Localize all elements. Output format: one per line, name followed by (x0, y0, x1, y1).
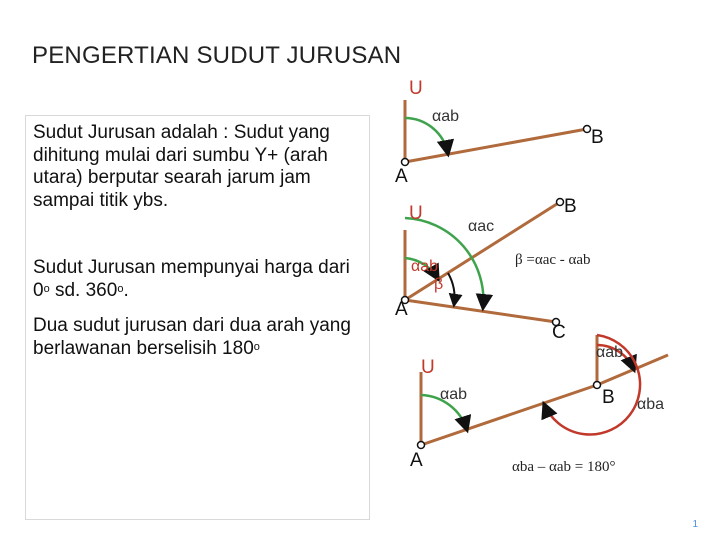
degree-superscript: o (253, 340, 260, 353)
point-b-2 (557, 199, 564, 206)
page-number: 1 (692, 519, 698, 530)
diagram-1 (402, 100, 591, 166)
beta-arc-2 (448, 273, 455, 305)
beta-label-2: β (434, 276, 444, 293)
point-b-3 (594, 382, 601, 389)
opposite-text: Dua sudut jurusan dari dua arah yang berlawanan berselisih 180 (33, 315, 351, 359)
azimuth-arc-ba-3 (544, 335, 640, 435)
angle-label-ac-2: αac (468, 218, 495, 235)
point-a-3 (418, 442, 425, 449)
range-text-start: Sudut Jurusan mempunyai harga dari 0 (33, 257, 350, 301)
slide-title: PENGERTIAN SUDUT JURUSAN (32, 42, 402, 69)
angle-label-ab-3a: αab (440, 386, 468, 403)
point-label-b-3: B (602, 387, 615, 408)
point-a-1 (402, 159, 409, 166)
point-b-1 (584, 126, 591, 133)
range-text-mid: sd. 360 (49, 279, 118, 301)
opposite-formula: αba – αab = 180° (512, 459, 616, 475)
angle-label-ba-3: αba (637, 396, 665, 413)
point-label-b-1: B (591, 127, 604, 148)
point-label-c-2: C (552, 322, 566, 343)
angle-label-ab-1: αab (432, 108, 460, 125)
range-text-end: . (123, 279, 129, 301)
angle-label-ab-3b: αab (596, 344, 624, 361)
point-label-a-3: A (410, 450, 423, 471)
degree-superscript: o (43, 282, 50, 295)
beta-formula: β =αac - αab (515, 252, 591, 268)
north-label-1: U (409, 78, 423, 99)
north-label-2: U (409, 203, 423, 224)
point-label-b-2: B (564, 196, 577, 217)
degree-superscript: o (117, 282, 124, 295)
point-label-a-1: A (395, 166, 408, 187)
line-ab-1 (405, 129, 587, 162)
line-ac-2 (405, 300, 556, 322)
point-label-a-2: A (395, 299, 408, 320)
definition-paragraph: Sudut Jurusan adalah : Sudut yang dihitung mulai dari sumbu Y+ (arah utara) berputar searah jarum jam sampai titik ybs. (33, 122, 330, 211)
angle-label-ab-2: αab (411, 258, 439, 275)
north-label-3: U (421, 357, 435, 378)
